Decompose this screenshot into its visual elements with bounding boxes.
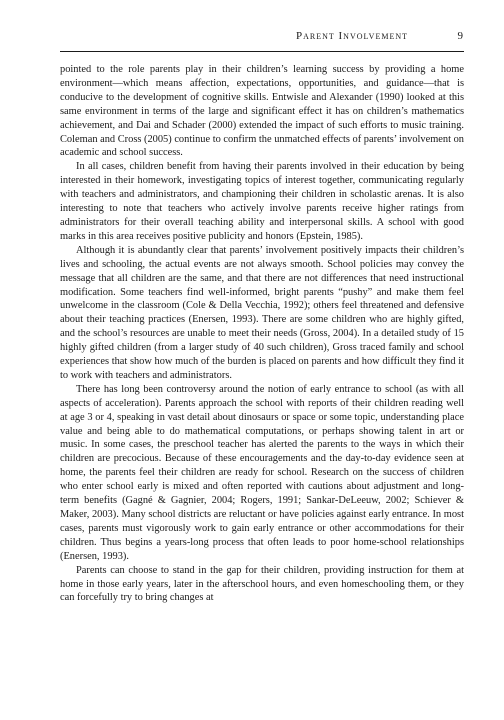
- running-title: Parent Involvement: [295, 30, 408, 42]
- paragraph: Parents can choose to stand in the gap for their children, providing instruction for them at home in those early years, later in the afterschool hours, and even homeschooling them, or they can forcefully try to bring changes at: [60, 564, 464, 604]
- paragraph-continued: pointed to the role parents play in their children’s learning success by providing a home environment—which means affection, expectations, opportunities, and guidance—that is conducive to the development of cognitive skills. Entwisle and Alexander (1990) looked at this same environment in terms of the large and significant effect it has on children’s mathematics achievement, and Dai and Schader (2000) extended the impact of such efforts to music training. Coleman and Cross (2005) continue to confirm the unmatched effects of parents’ involvement on academic and school success.: [60, 64, 464, 159]
- running-head: [60, 30, 464, 44]
- page-number: 9: [457, 30, 464, 42]
- body-text: [60, 63, 464, 605]
- paragraph: Although it is abundantly clear that parents’ involvement positively impacts their children’s lives and schooling, the actual events are not always smooth. School policies may convey the message that all children are the same, and that there are not differences that need instructional modification. Some teachers find well-informed, bright parents “pushy” and make them feel unwelcome in the classroom (Cole & Della Vecchia, 1992); others feel threatened and defensive about their teaching practices (Enersen, 1993). There are some children who are highly gifted, and the school’s resources are unable to meet their needs (Gross, 2004). In a detailed study of 15 highly gifted children (from a larger study of 40 such children), Gross traced family and school experiences that show how much of the burden is placed on parents and how difficult they find it to work with teachers and administrators.: [60, 244, 464, 381]
- paragraph: There has long been controversy around the notion of early entrance to school (as with all aspects of acceleration). Parents approach the school with reports of their children reading well at age 3 or 4, speaking in vast detail about dinosaurs or space or some topic, understanding place value and being able to do mathematical computations, or perhaps showing talent in art or music. In some cases, the preschool teacher has alerted the parents to the ways in which their children are precocious. Because of these encouragements and the day-to-day evidence seen at home, the parents feel their children are ready for school. Research on the success of children who enter school early is mixed and often reported with cautions about adjustment and long-term benefits (Gagné & Gagnier, 2004; Rogers, 1991; Sankar-DeLeeuw, 2002; Schiever & Maker, 2003). Many school districts are reluctant or have policies against early entrance. In most cases, parents must vigorously work to gain early entrance or other accommodations for their children. Thus begins a years-long process that often leads to poor home-school relationships (Enersen, 1993).: [60, 383, 464, 562]
- header-rule: [60, 51, 464, 52]
- paragraph: In all cases, children benefit from having their parents involved in their education by being interested in their homework, investigating topics of interest together, communicating regularly with teachers and administrators, and championing their children in scholastic arenas. It is also interesting to note that teachers who actively involve parents receive higher ratings from administrators for their overall teaching ability and interpersonal skills. A school with good marks in this area receives positive publicity and honors (Epstein, 1985).: [60, 161, 464, 242]
